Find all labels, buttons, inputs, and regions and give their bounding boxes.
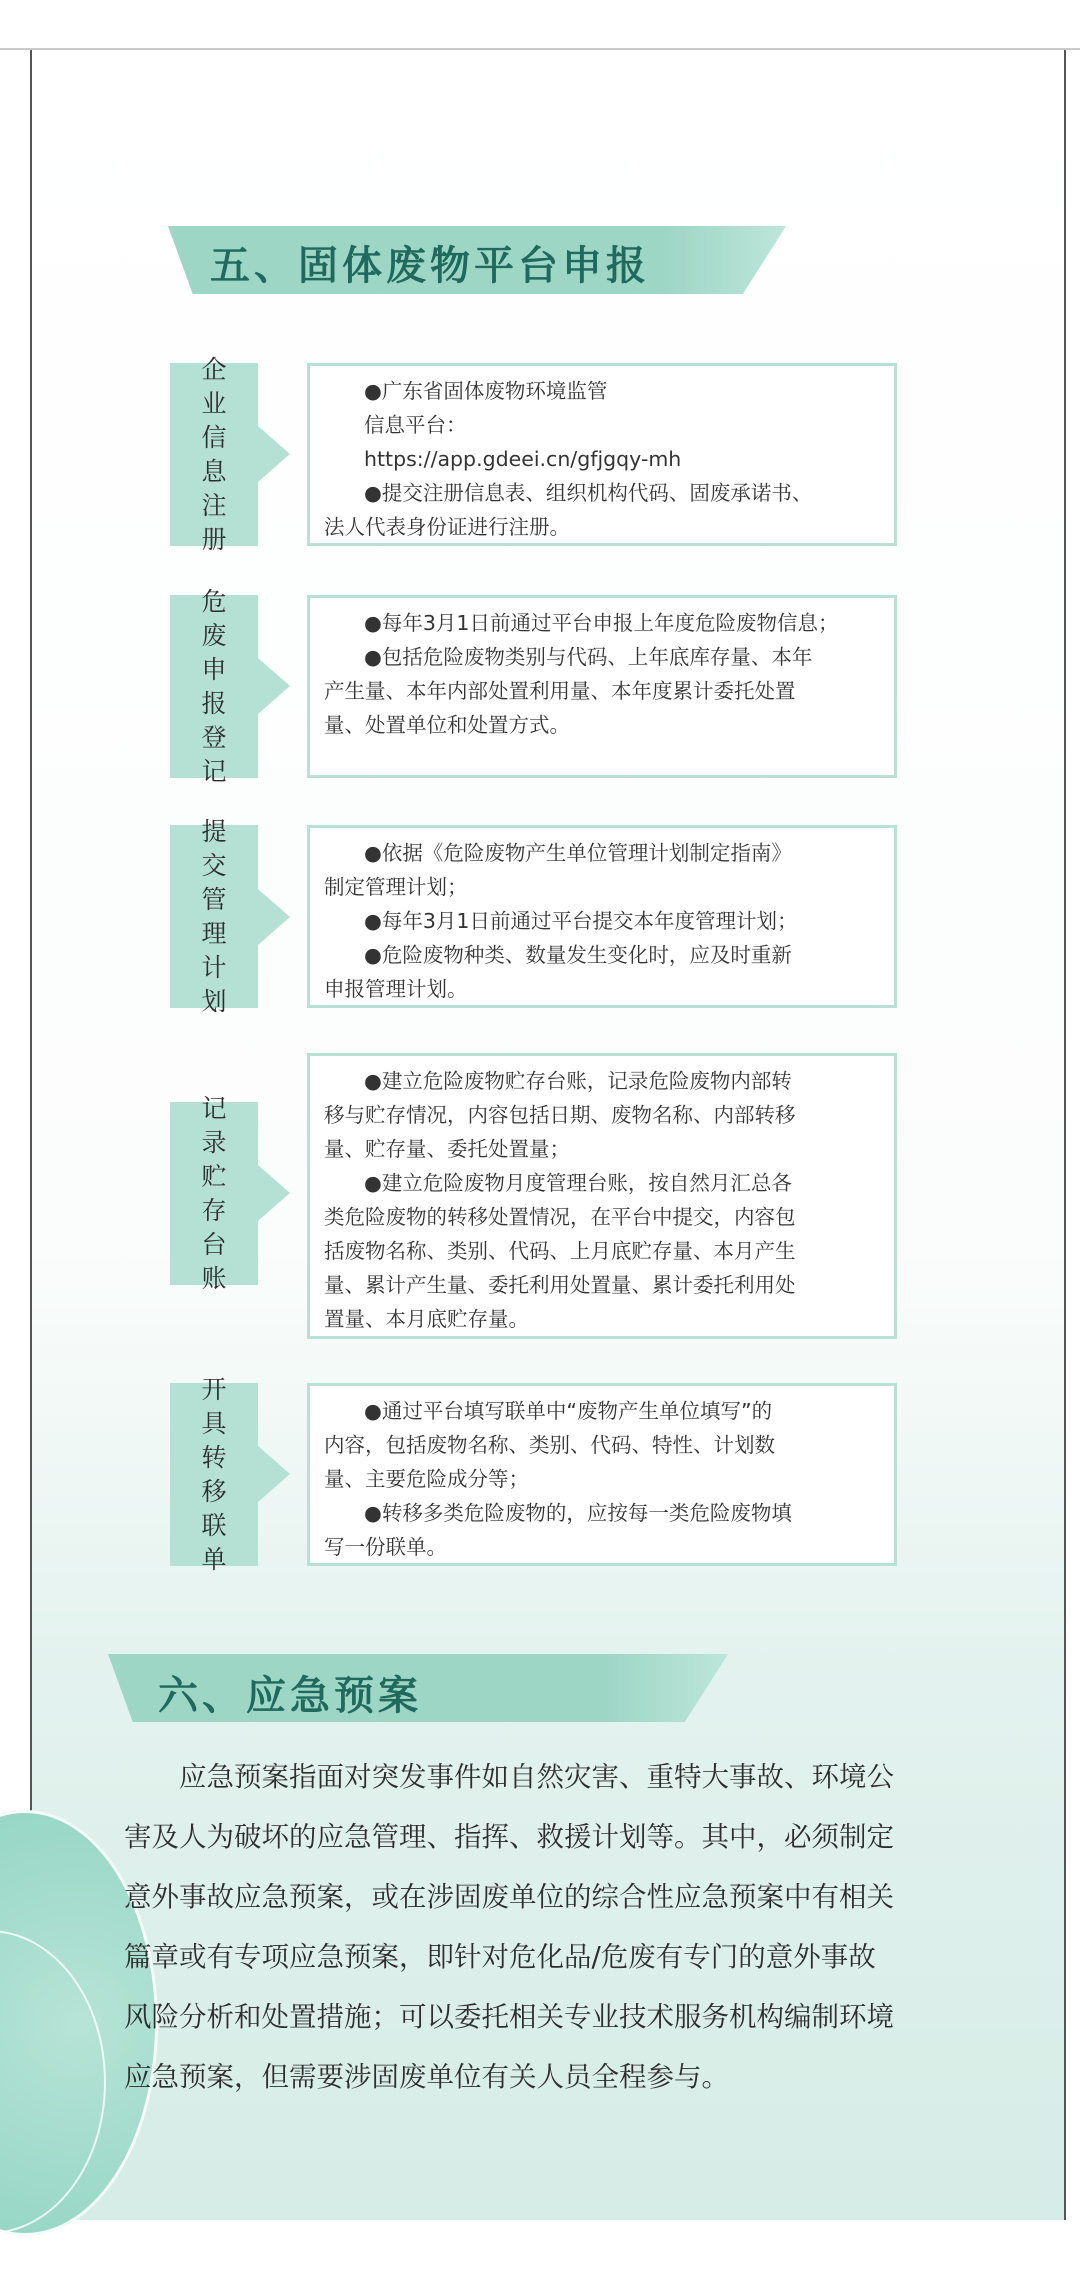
step-arrow [258, 889, 290, 945]
paragraph-line: 应急预案，但需要涉固废单位有关人员全程参与。 [124, 2061, 729, 2093]
section6-title: 六、应急预案 [158, 1673, 422, 1719]
step-box-management-plan [307, 825, 897, 1008]
step-label-management-plan: 提交管理计划 [170, 825, 258, 1008]
step-text-line: ●依据《危险废物产生单位管理计划制定指南》 [364, 841, 792, 865]
document-page [30, 50, 1066, 2270]
step-text-line: ●建立危险废物贮存台账，记录危险废物内部转 [364, 1069, 792, 1093]
step-text-line: ●每年3月1日前通过平台申报上年度危险废物信息； [364, 611, 839, 635]
paragraph-line: 害及人为破坏的应急管理、指挥、救援计划等。其中，必须制定 [124, 1821, 894, 1853]
step-text-line: 量、处置单位和处置方式。 [324, 713, 570, 737]
step-text-line: ●危险废物种类、数量发生变化时，应及时重新 [364, 943, 792, 967]
step-text-line: 制定管理计划； [324, 875, 468, 899]
step-text-line: 信息平台： [364, 413, 467, 437]
step-text-line: 括废物名称、类别、代码、上月底贮存量、本月产生 [324, 1239, 796, 1263]
emergency-plan-paragraph [124, 1747, 1042, 2107]
paragraph-line: 意外事故应急预案，或在涉固废单位的综合性应急预案中有相关 [124, 1881, 894, 1913]
step-text-line: 移与贮存情况，内容包括日期、废物名称、内部转移 [324, 1103, 796, 1127]
paragraph-line: 风险分析和处置措施；可以委托相关专业技术服务机构编制环境 [124, 2001, 894, 2033]
step-arrow [258, 658, 290, 714]
step-arrow [258, 426, 290, 482]
step-label-transfer-manifest: 开具转移联单 [170, 1383, 258, 1566]
step-box-transfer-manifest [307, 1383, 897, 1566]
step-text-line: 类危险废物的转移处置情况，在平台中提交，内容包 [324, 1205, 796, 1229]
step-box-enterprise-registration [307, 363, 897, 546]
watermark-text: 大鲵跨境 [32, 2246, 112, 2270]
step-text-line: 写一份联单。 [324, 1535, 447, 1559]
step-arrow [258, 1165, 290, 1221]
step-text-line: ●提交注册信息表、组织机构代码、固废承诺书、 [364, 481, 813, 505]
section5-title: 五、固体废物平台申报 [210, 243, 650, 289]
step-text-line: ●每年3月1日前通过平台提交本年度管理计划； [364, 909, 798, 933]
step-text-line: ●通过平台填写联单中“废物产生单位填写”的 [364, 1399, 773, 1423]
step-text-line: 量、累计产生量、委托利用处置量、累计委托利用处 [324, 1273, 796, 1297]
step-text-line: 法人代表身份证进行注册。 [324, 515, 570, 539]
step-label-hazardous-waste-declaration: 危废申报登记 [170, 595, 258, 778]
step-text-line: ●包括危险废物类别与代码、上年底库存量、本年 [364, 645, 813, 669]
step-box-hazardous-waste-declaration [307, 595, 897, 778]
top-bar [0, 0, 1080, 50]
step-text-line: 内容，包括废物名称、类别、代码、特性、计划数 [324, 1433, 775, 1457]
step-text-line: ●建立危险废物月度管理台账，按自然月汇总各 [364, 1171, 792, 1195]
paragraph-line: 应急预案指面对突发事件如自然灾害、重特大事故、环境公 [124, 1761, 894, 1793]
step-label-enterprise-registration: 企业信息注册 [170, 363, 258, 546]
step-text-line: 产生量、本年内部处置利用量、本年度累计委托处置 [324, 679, 796, 703]
step-text-line: 量、主要危险成分等； [324, 1467, 529, 1491]
step-box-storage-ledger [307, 1053, 897, 1339]
step-arrow [258, 1446, 290, 1502]
step-text-line: ●广东省固体废物环境监管 [364, 379, 608, 403]
step-text-line: https://app.gdeei.cn/gfjgqy-mh [364, 447, 682, 471]
step-text-line: 置量、本月底贮存量。 [324, 1307, 529, 1331]
step-text-line: ●转移多类危险废物的，应按每一类危险废物填 [364, 1501, 792, 1525]
step-text-line: 申报管理计划。 [324, 977, 468, 1001]
step-label-storage-ledger: 记录贮存台账 [170, 1102, 258, 1285]
step-text-line: 量、贮存量、委托处置量； [324, 1137, 570, 1161]
paragraph-line: 篇章或有专项应急预案，即针对危化品/危废有专门的意外事故 [124, 1941, 876, 1973]
